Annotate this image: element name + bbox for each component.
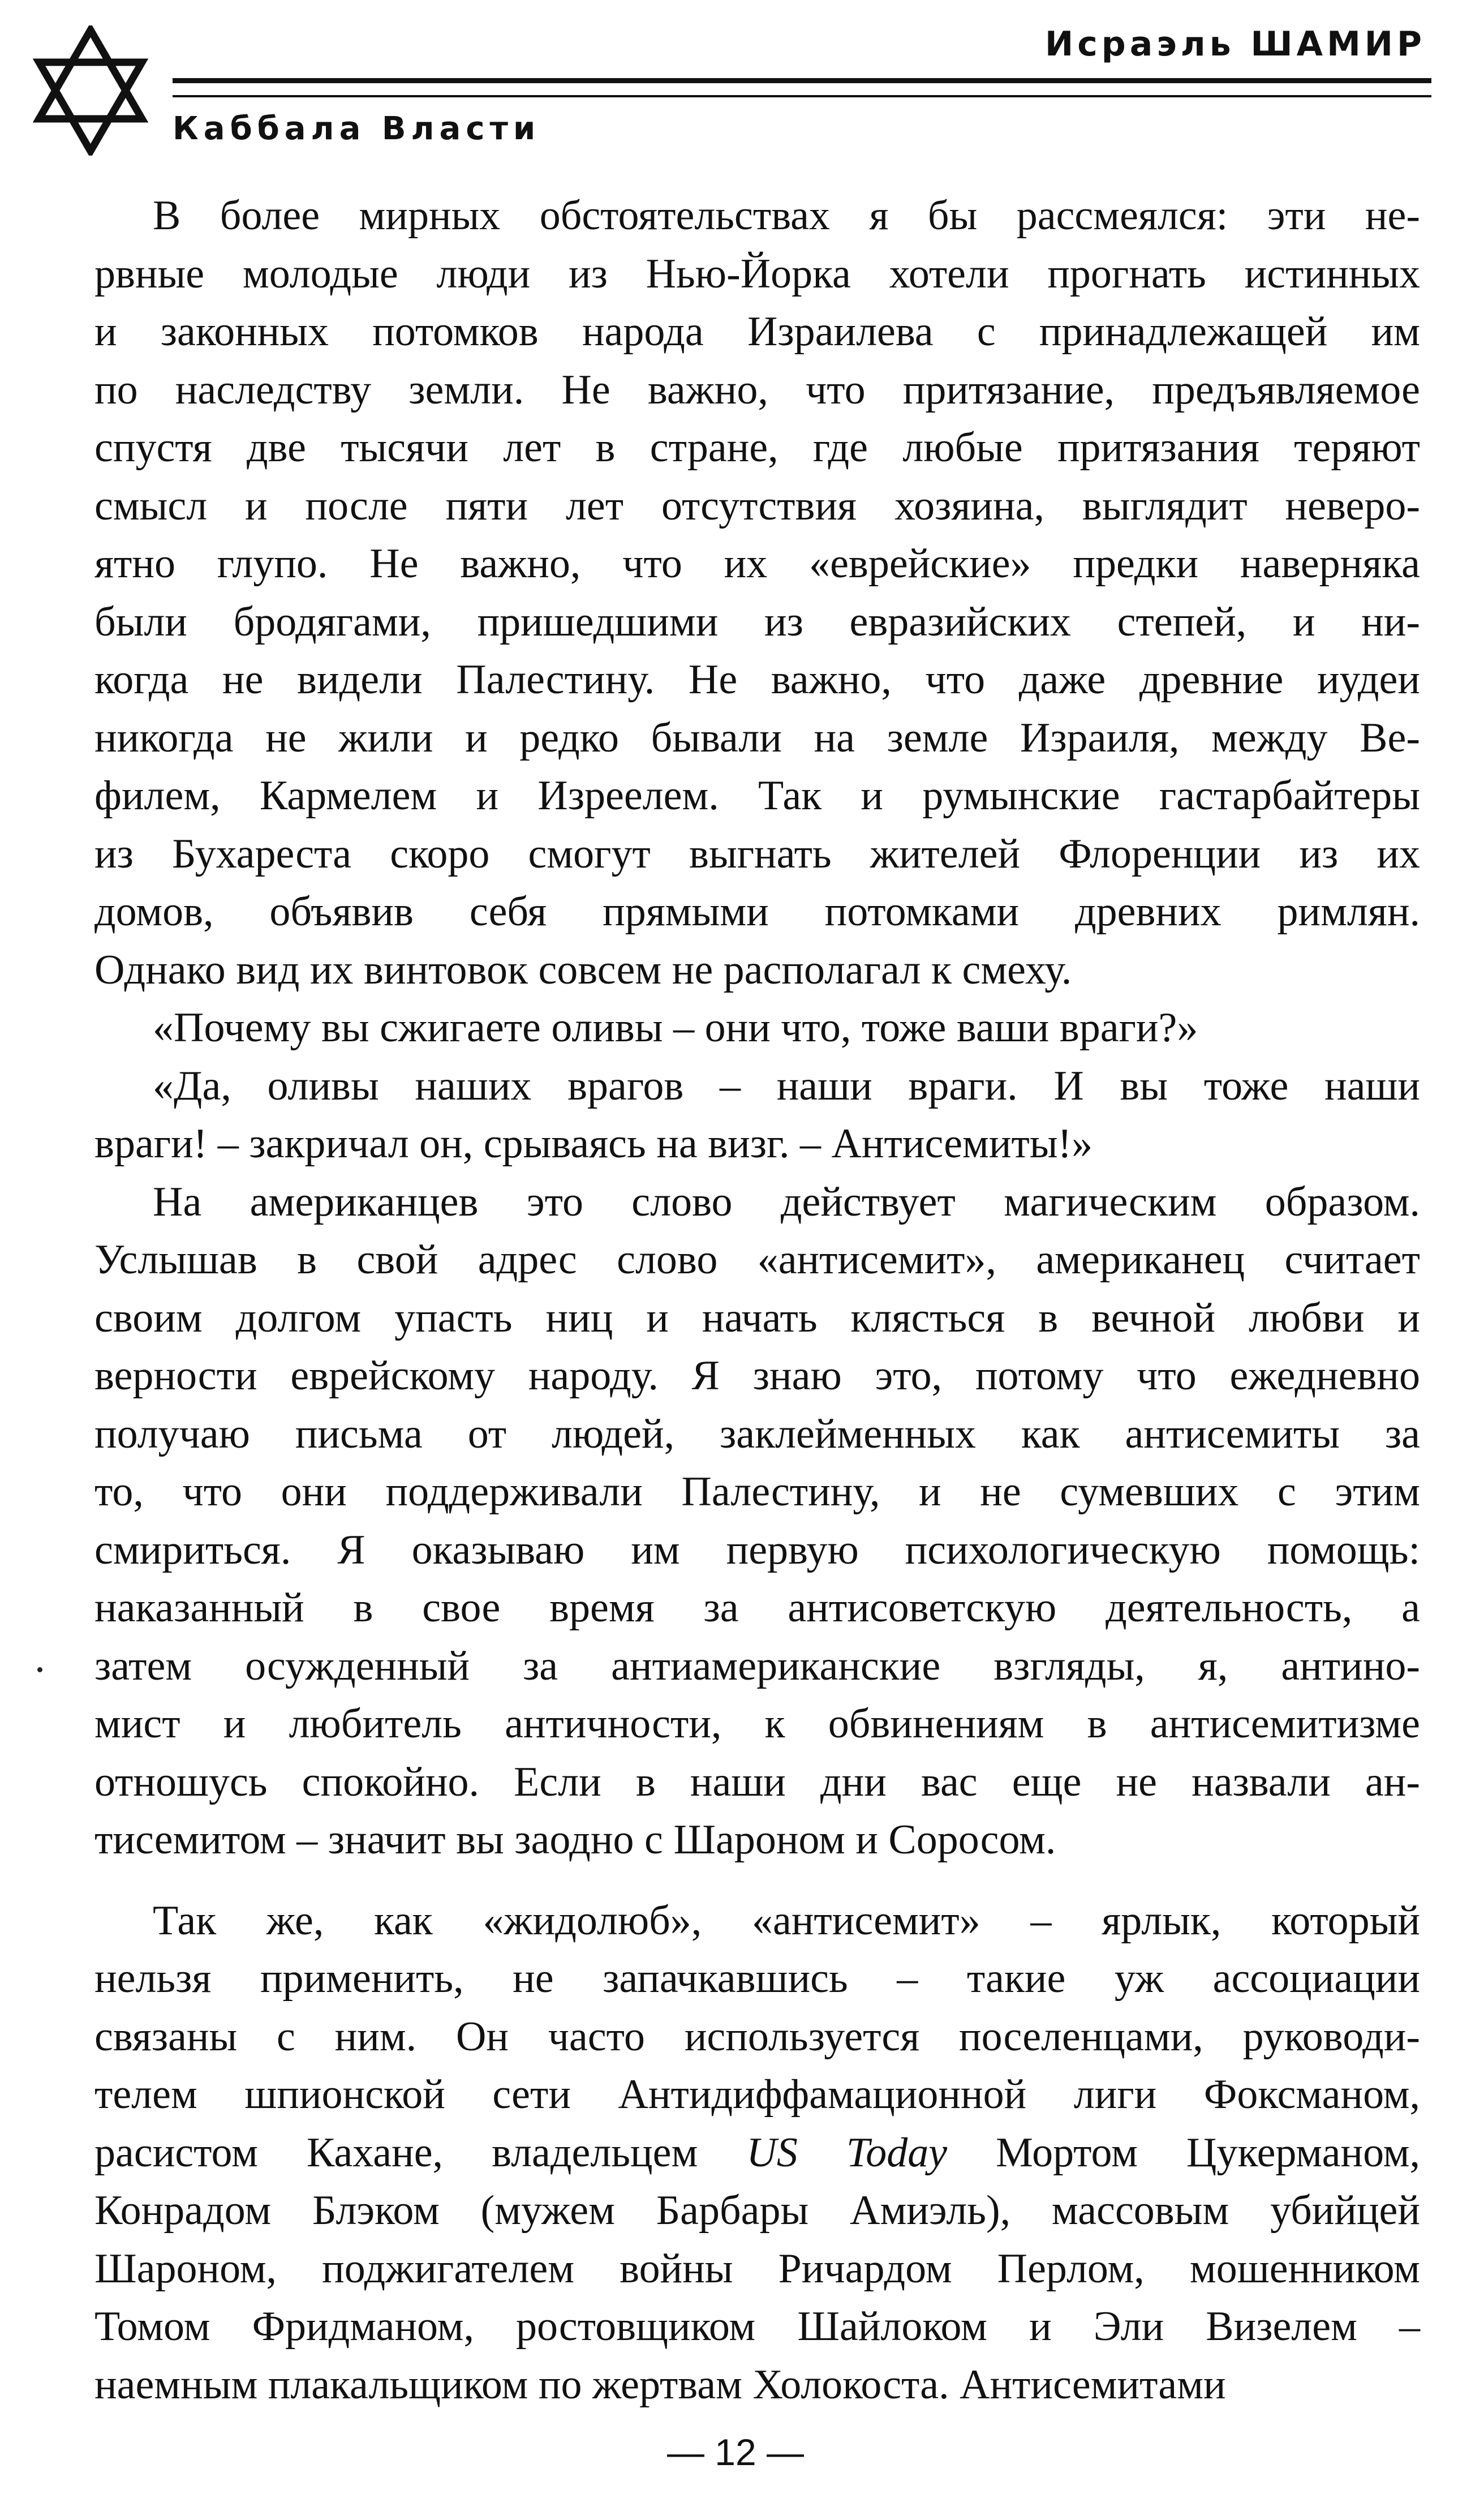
- text-line: тисемитом – значит вы заодно с Шароном и Соросом.: [94, 1817, 1056, 1863]
- paragraph-p4: [94, 1173, 1420, 1869]
- text-line: никогда не жили и редко бывали на земле Израиля, между Ве-: [94, 714, 1420, 761]
- text-line: Так же, как «жидолюб», «антисемит» – ярлык, который: [153, 1897, 1420, 1944]
- text-line: спустя две тысячи лет в стране, где любые притязания теряют: [94, 424, 1420, 471]
- paragraph-p2: [94, 999, 1420, 1057]
- text-line: Услышав в свой адрес слово «антисемит», американец считает: [94, 1237, 1420, 1283]
- text-line: домов, объявив себя прямыми потомками древних римлян.: [94, 888, 1420, 935]
- text-line: по наследству земли. Не важно, что притязание, предъявляемое: [94, 366, 1420, 413]
- text-line: Однако вид их винтовок совсем не располагал к смеху.: [94, 946, 1072, 993]
- text-line: затем осужденный за антиамериканские взгляды, я, антино-: [94, 1642, 1420, 1689]
- text-line: своим долгом упасть ниц и начать клясться в вечной любви и: [94, 1294, 1420, 1341]
- running-head-title: Каббала Власти: [173, 110, 541, 147]
- text-line: смысл и после пяти лет отсутствия хозяина, выглядит неверо-: [94, 482, 1420, 529]
- paragraph-gap: [94, 1869, 1420, 1892]
- text-line: нельзя применить, не запачкавшись – такие уж ассоциации: [94, 1955, 1420, 2002]
- body-text: [94, 187, 1420, 2414]
- text-line: и законных потомков народа Израилева с принадлежащей им: [94, 308, 1420, 355]
- text-line: смириться. Я оказываю им первую психологическую помощь:: [94, 1526, 1420, 1573]
- text-line: верности еврейскому народу. Я знаю это, потому что ежедневно: [94, 1353, 1420, 1399]
- text-line: то, что они поддерживали Палестину, и не сумевших с этим: [94, 1469, 1420, 1515]
- text-line: В более мирных обстоятельствах я бы рассмеялся: эти не-: [153, 192, 1420, 239]
- text-line: Шароном, поджигателем войны Ричардом Перлом, мошенником: [94, 2245, 1420, 2292]
- header-rule-thick: [173, 78, 1431, 83]
- text-line: из Бухареста скоро смогут выгнать жителей Флоренции из их: [94, 830, 1420, 877]
- text-line: Томом Фридманом, ростовщиком Шайлоком и Эли Визелем –: [94, 2303, 1420, 2350]
- text-line: получаю письма от людей, заклейменных как антисемиты за: [94, 1410, 1420, 1457]
- star-of-david-icon: [31, 25, 150, 156]
- page-number: — 12 —: [666, 2431, 805, 2473]
- text-line: связаны с ним. Он часто используется поселенцами, руководи-: [94, 2013, 1420, 2060]
- running-head-author: Исраэль ШАМИР: [1044, 24, 1426, 64]
- text-line: «Да, оливы наших врагов – наши враги. И вы тоже наши: [153, 1062, 1420, 1109]
- text-line: филем, Кармелем и Изреелем. Так и румынские гастарбайтеры: [94, 772, 1420, 819]
- text-line: когда не видели Палестину. Не важно, что даже древние иудеи: [94, 656, 1420, 703]
- text-line: рвные молодые люди из Нью-Йорка хотели прогнать истинных: [94, 250, 1420, 297]
- margin-speck: [37, 1667, 42, 1672]
- text-line: телем шпионской сети Антидиффамационной лиги Фоксманом,: [94, 2071, 1420, 2118]
- text-line: отношусь спокойно. Если в наши дни вас еще не назвали ан-: [94, 1758, 1420, 1805]
- text-line: ятно глупо. Не важно, что их «еврейские» предки наверняка: [94, 540, 1420, 587]
- text-line: были бродягами, пришедшими из евразийских степей, и ни-: [94, 598, 1420, 645]
- text-line: мист и любитель античности, к обвинениям в антисемитизме: [94, 1701, 1420, 1747]
- text-line: «Почему вы сжигаете оливы – они что, тоже ваши враги?»: [153, 1004, 1198, 1051]
- paragraph-p5: [94, 1892, 1420, 2414]
- text-line: наказанный в свое время за антисоветскую деятельность, а: [94, 1585, 1420, 1631]
- text-line: Конрадом Блэком (мужем Барбары Амиэль), массовым убийцей: [94, 2187, 1420, 2234]
- paragraph-p3: [94, 1057, 1420, 1173]
- text-line: расистом Кахане, владельцем US Today Мортом Цукерманом,: [94, 2129, 1420, 2176]
- header-rule-thin: [173, 95, 1431, 97]
- text-line: На американцев это слово действует магическим образом.: [153, 1178, 1420, 1225]
- paragraph-p1: [94, 187, 1420, 999]
- text-line: враги! – закричал он, срываясь на визг. – Антисемиты!»: [94, 1121, 1093, 1167]
- text-line: наемным плакальщиком по жертвам Холокоста. Антисемитами: [94, 2361, 1226, 2408]
